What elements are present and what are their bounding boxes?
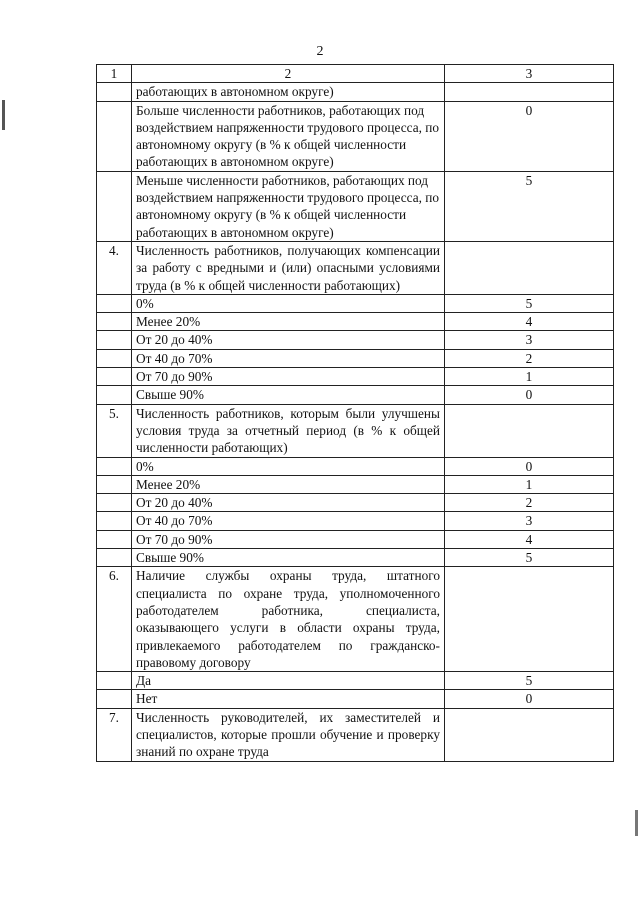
score-value: 3 (445, 331, 614, 349)
criterion-text: От 40 до 70% (132, 349, 445, 367)
criterion-text: Нет (132, 690, 445, 708)
table-body (97, 83, 614, 761)
criterion-text: От 40 до 70% (132, 512, 445, 530)
table-row (97, 241, 614, 294)
row-number (97, 294, 132, 312)
score-value: 5 (445, 294, 614, 312)
score-value: 5 (445, 672, 614, 690)
score-value: 5 (445, 549, 614, 567)
header-cell-3: 3 (445, 65, 614, 83)
row-number (97, 530, 132, 548)
criterion-text: Меньше численности работников, работающих под воздействием напряженности трудового процесса, по автономному округу (в % к общей численности работающих в автономном округе) (132, 171, 445, 241)
criterion-text: Да (132, 672, 445, 690)
page-number: 2 (316, 44, 324, 59)
criterion-text: Менее 20% (132, 475, 445, 493)
scan-edge-mark (2, 100, 5, 130)
criterion-text: 0% (132, 294, 445, 312)
criterion-text: Свыше 90% (132, 549, 445, 567)
table-row (97, 475, 614, 493)
row-number (97, 101, 132, 171)
row-number (97, 494, 132, 512)
criterion-text: От 20 до 40% (132, 494, 445, 512)
header-row (97, 65, 614, 83)
header-cell-2: 2 (132, 65, 445, 83)
criterion-text: Больше численности работников, работающих под воздействием напряженности трудового процесса, по автономному округу (в % к общей численности работающих в автономном округе) (132, 101, 445, 171)
table-row (97, 101, 614, 171)
score-value: 2 (445, 494, 614, 512)
row-number (97, 171, 132, 241)
criterion-text: От 70 до 90% (132, 530, 445, 548)
table-row (97, 512, 614, 530)
table-row (97, 331, 614, 349)
row-number (97, 512, 132, 530)
criterion-text: Численность работников, получающих компенсации за работу с вредными и (или) опасными условиями труда (в % к общей численности работающих) (132, 241, 445, 294)
table-row (97, 567, 614, 672)
criterion-text: Численность руководителей, их заместителей и специалистов, которые прошли обучение и проверку знаний по охране труда (132, 708, 445, 761)
score-value: 0 (445, 457, 614, 475)
criterion-text: Менее 20% (132, 313, 445, 331)
row-number (97, 313, 132, 331)
score-value: 1 (445, 475, 614, 493)
score-value: 0 (445, 690, 614, 708)
criterion-text: Наличие службы охраны труда, штатного специалиста по охране труда, уполномоченного работодателем работника, специалиста, оказывающего услуги в области охраны труда, привлекаемого работодателем по гражданско-правовому договору (132, 567, 445, 672)
row-number (97, 690, 132, 708)
row-number (97, 549, 132, 567)
score-value: 2 (445, 349, 614, 367)
table-row (97, 672, 614, 690)
table-row (97, 83, 614, 101)
row-number (97, 368, 132, 386)
criterion-text: От 70 до 90% (132, 368, 445, 386)
score-value: 1 (445, 368, 614, 386)
table-row (97, 386, 614, 404)
header-cell-1: 1 (97, 65, 132, 83)
row-number: 6. (97, 567, 132, 672)
row-number (97, 331, 132, 349)
table-row (97, 313, 614, 331)
score-value: 5 (445, 171, 614, 241)
score-value (445, 404, 614, 457)
criterion-text: Численность работников, которым были улучшены условия труда за отчетный период (в % к общей численности работающих) (132, 404, 445, 457)
table-row (97, 494, 614, 512)
score-value: 3 (445, 512, 614, 530)
row-number (97, 672, 132, 690)
criterion-text: работающих в автономном округе) (132, 83, 445, 101)
score-value: 4 (445, 313, 614, 331)
criterion-text: От 20 до 40% (132, 331, 445, 349)
table-row (97, 549, 614, 567)
table-row (97, 368, 614, 386)
table-row (97, 294, 614, 312)
table-row (97, 349, 614, 367)
table-row (97, 171, 614, 241)
table-row (97, 690, 614, 708)
score-value (445, 708, 614, 761)
row-number (97, 386, 132, 404)
table-row (97, 708, 614, 761)
row-number (97, 83, 132, 101)
criterion-text: Свыше 90% (132, 386, 445, 404)
row-number: 4. (97, 241, 132, 294)
score-value (445, 83, 614, 101)
scan-edge-mark (635, 810, 638, 836)
criteria-table (96, 64, 614, 762)
row-number (97, 349, 132, 367)
row-number: 5. (97, 404, 132, 457)
score-value (445, 241, 614, 294)
score-value (445, 567, 614, 672)
row-number (97, 457, 132, 475)
score-value: 0 (445, 101, 614, 171)
table-row (97, 530, 614, 548)
row-number (97, 475, 132, 493)
table-row (97, 404, 614, 457)
row-number: 7. (97, 708, 132, 761)
score-value: 0 (445, 386, 614, 404)
criterion-text: 0% (132, 457, 445, 475)
table-row (97, 457, 614, 475)
score-value: 4 (445, 530, 614, 548)
